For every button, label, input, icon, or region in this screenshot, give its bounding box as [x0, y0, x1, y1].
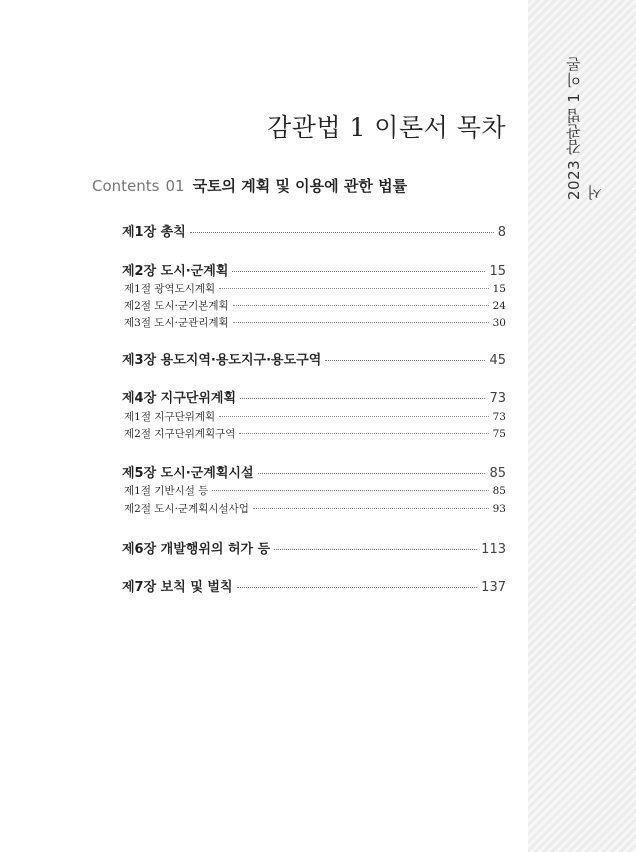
toc-page: 85 — [492, 485, 506, 497]
toc-page: 15 — [489, 264, 506, 279]
toc-label: 제2절 지구단위계획구역 — [124, 428, 236, 440]
toc-page: 93 — [492, 503, 506, 515]
toc-label: 제1절 기반시설 등 — [124, 485, 209, 497]
leader-dots — [190, 232, 494, 233]
toc-section-2-3[interactable] — [124, 315, 506, 330]
toc-section-2-1[interactable] — [124, 281, 506, 296]
toc-page: 113 — [481, 542, 506, 557]
toc-label: 제2장 도시·군계획 — [122, 264, 229, 279]
toc-label: 제4장 지구단위계획 — [122, 391, 237, 406]
toc-label: 제2절 도시·군계획시설사업 — [124, 503, 249, 515]
toc-section-2-2[interactable] — [124, 298, 506, 313]
side-label: 2023 감관법 1 이론서 — [565, 56, 604, 200]
toc-section-5-2[interactable] — [124, 501, 506, 516]
contents-header — [92, 175, 407, 196]
page-title: 감관법 1 이론서 목차 — [267, 113, 506, 142]
toc-label: 제3절 도시·군관리계획 — [124, 317, 229, 329]
leader-dots — [219, 288, 488, 289]
toc-page: 137 — [481, 580, 506, 595]
toc-label: 제5장 도시·군계획시설 — [122, 466, 254, 481]
toc-section-4-1[interactable] — [124, 409, 506, 424]
toc-page: 24 — [492, 300, 506, 312]
toc-chapter-5[interactable] — [122, 462, 506, 481]
contents-label: Contents — [92, 177, 160, 195]
toc-label: 제7장 보칙 및 벌칙 — [122, 580, 233, 595]
leader-dots — [239, 433, 488, 434]
law-title: 국토의 계획 및 이용에 관한 법률 — [192, 177, 408, 195]
toc-page: 45 — [489, 353, 506, 368]
toc-chapter-2[interactable] — [122, 260, 506, 279]
toc-chapter-7[interactable] — [122, 576, 506, 595]
leader-dots — [233, 322, 489, 323]
leader-dots — [232, 271, 485, 272]
toc-label: 제3장 용도지역·용도지구·용도구역 — [122, 353, 322, 368]
toc-page: 73 — [492, 411, 506, 423]
toc-label: 제2절 도시·군기본계획 — [124, 300, 229, 312]
leader-dots — [237, 587, 478, 588]
toc-section-5-1[interactable] — [124, 483, 506, 498]
leader-dots — [258, 473, 486, 474]
toc-chapter-6[interactable] — [122, 538, 506, 557]
toc-page: 30 — [492, 317, 506, 329]
leader-dots — [253, 508, 489, 509]
leader-dots — [274, 549, 477, 550]
leader-dots — [240, 398, 485, 399]
toc-page: 85 — [489, 466, 506, 481]
leader-dots — [325, 360, 485, 361]
toc-label: 제1절 지구단위계획 — [124, 411, 216, 423]
toc-page: 8 — [497, 225, 506, 240]
toc-page: 75 — [492, 428, 506, 440]
toc-chapter-3[interactable] — [122, 349, 506, 368]
leader-dots — [219, 416, 488, 417]
toc-chapter-1[interactable] — [122, 221, 506, 240]
toc-label: 제6장 개발행위의 허가 등 — [122, 542, 271, 557]
toc-page: 73 — [489, 391, 506, 406]
toc-page: 15 — [492, 283, 506, 295]
leader-dots — [212, 490, 488, 491]
toc-section-4-2[interactable] — [124, 426, 506, 441]
toc-chapter-4[interactable] — [122, 387, 506, 406]
toc-label: 제1절 광역도시계획 — [124, 283, 216, 295]
toc-label: 제1장 총칙 — [122, 225, 186, 240]
leader-dots — [233, 305, 489, 306]
contents-number: 01 — [165, 177, 185, 195]
